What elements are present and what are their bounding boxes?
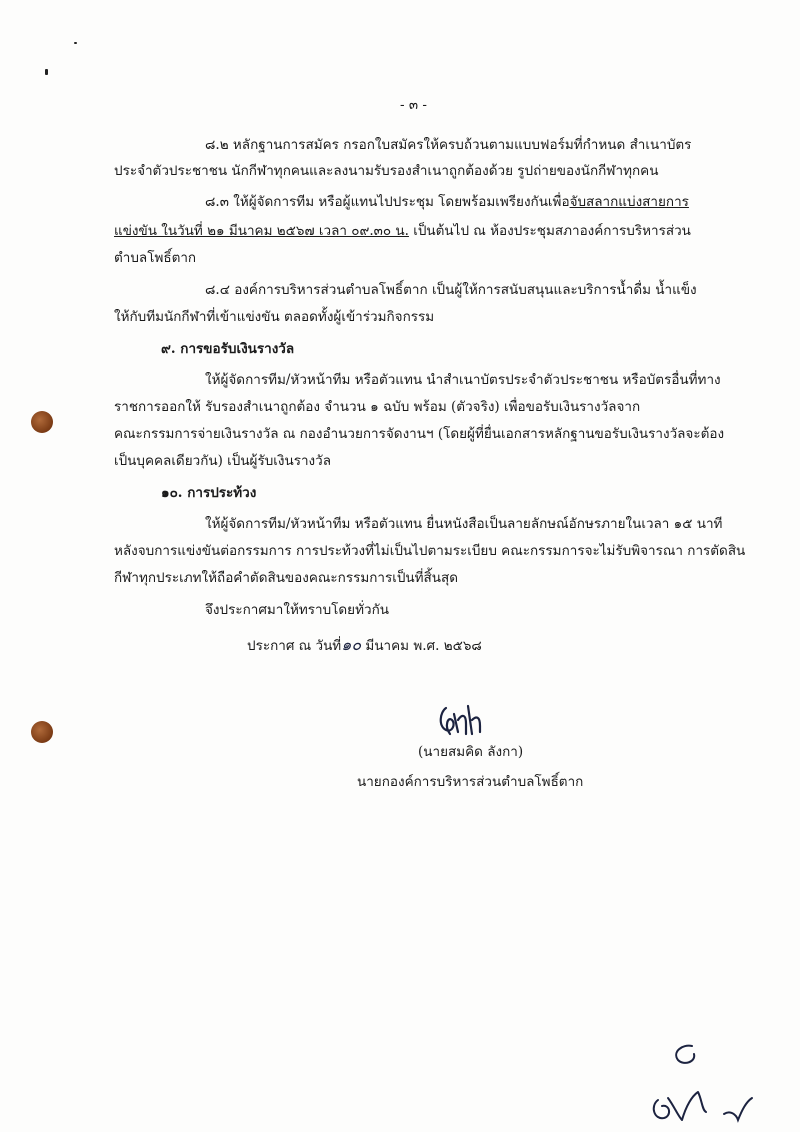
section-9-line-1: ให้ผู้จัดการทีม/หัวหน้าทีม หรือตัวแทน นำสำเนาบัตรประจำตัวประชาชน หรือบัตรอื่นที่ทาง <box>205 372 721 388</box>
section-9-heading: ๙. การขอรับเงินรางวัล <box>161 341 295 357</box>
signer-title: นายกองค์การบริหารส่วนตำบลโพธิ์ตาก <box>357 774 584 790</box>
initials-mark <box>640 1040 770 1130</box>
punch-hole <box>31 721 53 743</box>
clause-8-3-venue: เป็นต้นไป ณ ห้องประชุมสภาองค์การบริหารส่วน <box>408 223 691 239</box>
announcement-prefix: ประกาศ ณ วันที่ <box>247 638 342 654</box>
section-9-line-4: เป็นบุคคลเดียวกัน) เป็นผู้รับเงินรางวัล <box>114 453 332 469</box>
announcement-date <box>247 636 482 655</box>
clause-8-3-line-3: ตำบลโพธิ์ตาก <box>114 250 197 266</box>
section-9-line-2: ราชการออกให้ รับรองสำเนาถูกต้อง จำนวน ๑ ฉบับ พร้อม (ตัวจริง) เพื่อขอรับเงินรางวัลจาก <box>114 399 641 415</box>
clause-8-3-text: ๘.๓ ให้ผู้จัดการทีม หรือผู้แทนไปประชุม โดยพร้อมเพรียงกันเพื่อ <box>205 194 570 210</box>
clause-8-2-line-2: ประจำตัวประชาชน นักกีฬาทุกคนและลงนามรับรองสำเนาถูกต้องด้วย รูปถ่ายของนักกีฬาทุกคน <box>114 163 659 179</box>
handwritten-day: ๑๐ <box>341 635 362 654</box>
clause-8-3-date-underlined: แข่งขัน ในวันที่ ๒๑ มีนาคม ๒๕๖๗ เวลา ๐๙.๓๐ น. <box>114 223 409 239</box>
clause-8-3-line-1 <box>205 193 689 211</box>
signature-mark <box>428 700 498 740</box>
clause-8-3-underlined: จับสลากแบ่งสายการ <box>569 194 689 210</box>
announcement-suffix: มีนาคม พ.ศ. ๒๕๖๘ <box>361 638 482 654</box>
punch-hole <box>31 411 53 433</box>
clause-8-4-line-2: ให้กับทีมนักกีฬาที่เข้าแข่งขัน ตลอดทั้งผู้เข้าร่วมกิจกรรม <box>114 309 435 325</box>
clause-8-2-line-1: ๘.๒ หลักฐานการสมัคร กรอกใบสมัครให้ครบถ้วนตามแบบฟอร์มที่กำหนด สำเนาบัตร <box>205 137 692 153</box>
section-10-heading: ๑๐. การประท้วง <box>161 485 257 501</box>
section-10-line-1: ให้ผู้จัดการทีม/หัวหน้าทีม หรือตัวแทน ยื่นหนังสือเป็นลายลักษณ์อักษรภายในเวลา ๑๕ นาที <box>205 516 723 532</box>
clause-8-3-line-2 <box>114 222 691 240</box>
signer-name: (นายสมคิด ลังกา) <box>418 744 524 760</box>
scan-speck <box>45 69 48 75</box>
section-10-line-3: กีฬาทุกประเภทให้ถือคำตัดสินของคณะกรรมการเป็นที่สิ้นสุด <box>114 570 459 586</box>
section-9-line-3: คณะกรรมการจ่ายเงินรางวัล ณ กองอำนวยการจัดงานฯ (โดยผู้ที่ยื่นเอกสารหลักฐานขอรับเงินรางวัลจะต้อง <box>114 426 725 442</box>
clause-8-4-line-1: ๘.๔ องค์การบริหารส่วนตำบลโพธิ์ตาก เป็นผู้ให้การสนับสนุนและบริการน้ำดื่ม น้ำแข็ง <box>205 282 697 298</box>
closing-statement: จึงประกาศมาให้ทราบโดยทั่วกัน <box>205 602 389 618</box>
page-number: - ๓ - <box>400 97 427 113</box>
section-10-line-2: หลังจบการแข่งขันต่อกรรมการ การประท้วงที่ไม่เป็นไปตามระเบียบ คณะกรรมการจะไม่รับพิจารณา การตัดสิน <box>114 543 746 559</box>
scan-speck <box>74 42 77 44</box>
